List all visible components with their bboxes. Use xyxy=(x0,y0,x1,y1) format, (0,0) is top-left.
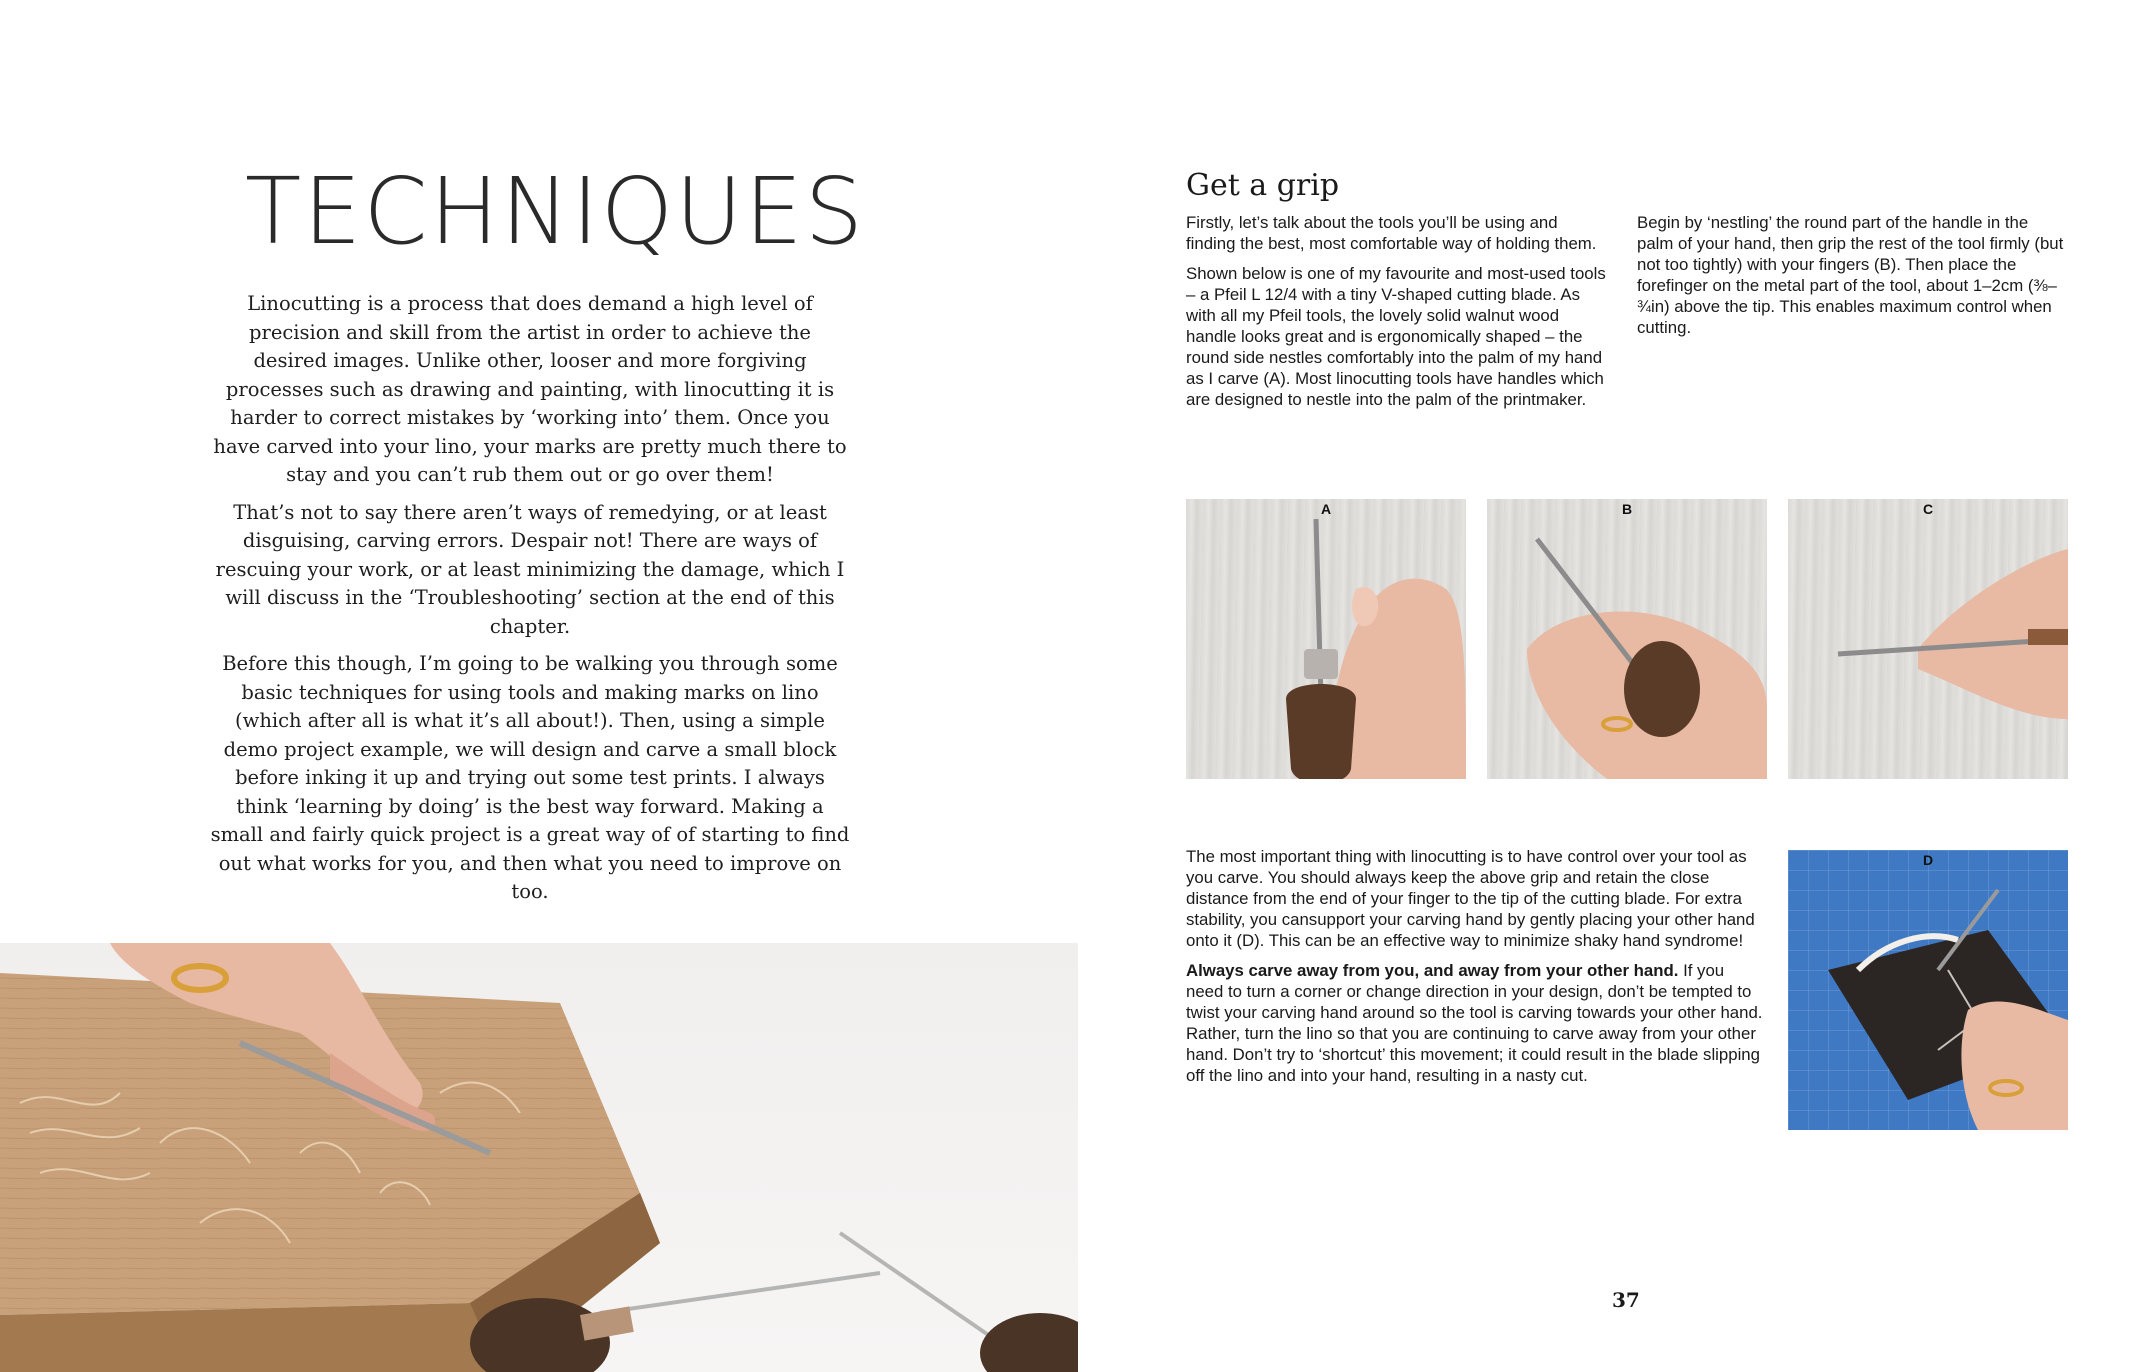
body-paragraph xyxy=(1186,960,1766,1086)
photo-grip-b xyxy=(1487,499,1767,779)
safety-explanation: If you need to turn a corner or change direction in your design, don’t be tempted to twist your carving hand around so the tool is carving towards your other hand. Rather, turn the lino so that you are continuing to carve away from your other hand. Don’t try to ‘shortcut’ this movement; it could result in the blade slipping off the lino and into your hand, resulting in a nasty cut. xyxy=(1186,961,1763,1085)
photo-grip-d xyxy=(1788,850,2068,1130)
photo-label-a: A xyxy=(1320,501,1332,517)
photo-label-c: C xyxy=(1922,501,1934,517)
text-column-2 xyxy=(1637,212,2067,347)
photo-grip-a xyxy=(1186,499,1466,779)
intro-paragraph: Before this though, I’m going to be walking you through some basic techniques for using tools and making marks on lino (which after all is what it’s all about!). Then, using a simple demo project example, we will design and carve a small block before inking it up and trying out some test prints. I always think ‘learning by doing’ is the best way forward. Making a small and fairly quick project is a great way of of starting to find out what works for you, and then what you need to improve on too. xyxy=(210,652,850,903)
photo-grip-c xyxy=(1788,499,2068,779)
body-paragraph: Begin by ‘nestling’ the round part of the handle in the palm of your hand, then grip the rest of the tool firmly (but not too tightly) with your fingers (B). Then place the forefinger on the metal part of the tool, about 1–2cm (⅜–¾in) above the tip. This enables maximum control when cutting. xyxy=(1637,213,2064,337)
intro-paragraph: That’s not to say there aren’t ways of remedying, or at least disguising, carving errors. Despair not! There are ways of rescuing your work, or at least minimizing the damage, which I will discuss in the ‘Troubleshooting’ section at the end of this chapter. xyxy=(215,500,845,638)
body-paragraph: Firstly, let’s talk about the tools you’ll be using and finding the best, most comfortable way of holding them. xyxy=(1186,213,1597,253)
intro-paragraph: Linocutting is a process that does demand a high level of precision and skill from the artist in order to achieve the desired images. Unlike other, looser and more forgiving processes such as drawing and painting, with linocutting it is harder to correct mistakes by ‘working into’ them. Once you have carved into your lino, your marks are pretty much there to stay and you can’t rub them out or go over them! xyxy=(213,292,847,486)
intro-text xyxy=(210,290,850,916)
lino-carving-photo xyxy=(0,943,1078,1372)
text-column-3 xyxy=(1186,846,1766,1095)
photo-label-d: D xyxy=(1922,852,1934,868)
page-number: 37 xyxy=(1612,1288,1640,1312)
safety-rule: Always carve away from you, and away from your other hand. xyxy=(1186,961,1679,980)
photo-label-b: B xyxy=(1621,501,1633,517)
body-paragraph: The most important thing with linocutting is to have control over your tool as you carve. You should always keep the above grip and retain the close distance from the end of your finger to the tip of the cutting blade. For extra stability, you cansupport your carving hand by gently placing your other hand onto it (D). This can be an effective way to minimize shaky hand syndrome! xyxy=(1186,847,1755,950)
right-page xyxy=(1078,0,2155,1372)
section-heading: Get a grip xyxy=(1186,168,1340,203)
text-column-1 xyxy=(1186,212,1611,419)
chapter-title: TECHNIQUES xyxy=(245,158,865,265)
body-paragraph: Shown below is one of my favourite and most-used tools – a Pfeil L 12/4 with a tiny V-shaped cutting blade. As with all my Pfeil tools, the lovely solid walnut wood handle looks great and is ergonomically shaped – the round side nestles comfortably into the palm of my hand as I carve (A). Most linocutting tools have handles which are designed to nestle into the palm of the printmaker. xyxy=(1186,264,1606,409)
